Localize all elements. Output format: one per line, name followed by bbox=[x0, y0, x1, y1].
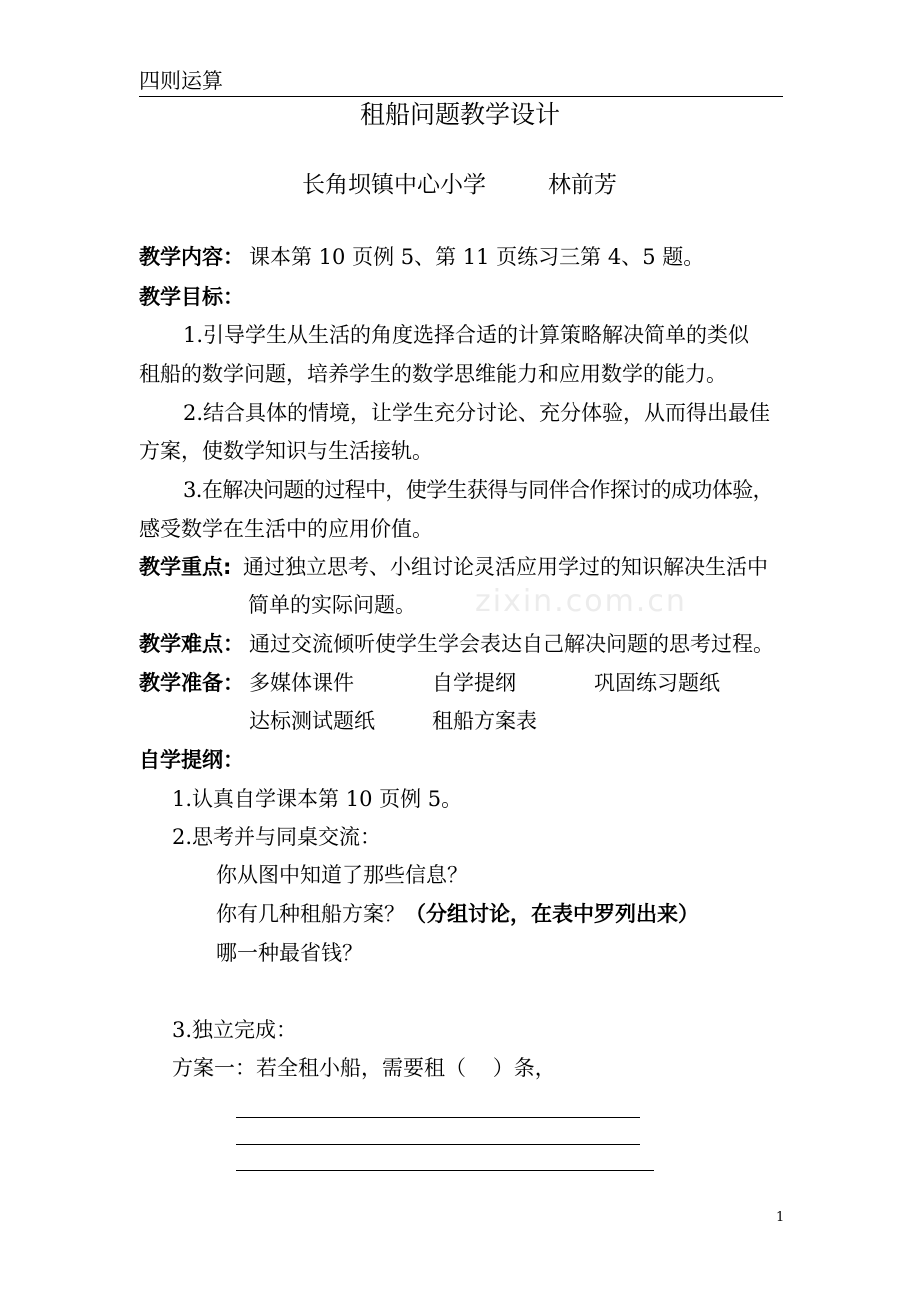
goals-label: 教学目标： bbox=[139, 285, 244, 309]
keypoint-label: 教学重点: bbox=[139, 555, 232, 579]
goal-3-line-1: 3.在解决问题的过程中，使学生获得与同伴合作探讨的成功体验， bbox=[183, 478, 774, 502]
prep-item: 自学提纲 bbox=[432, 671, 516, 695]
goal-1-line-1: 1.引导学生从生活的角度选择合适的计算策略解决简单的类似 bbox=[183, 323, 750, 347]
outline-step-1: 1.认真自学课本第 10 页例 5。 bbox=[172, 787, 463, 811]
running-header: 四则运算 bbox=[139, 69, 223, 93]
page-title: 租船问题教学设计 bbox=[359, 100, 560, 129]
keypoint-line-2: 简单的实际问题。 bbox=[248, 593, 416, 617]
outline-question-2-note: （分组讨论，在表中罗列出来） bbox=[405, 902, 699, 926]
goal-3-line-2: 感受数学在生活中的应用价值。 bbox=[139, 517, 433, 541]
answer-line-3 bbox=[236, 1170, 654, 1171]
prep-item: 达标测试题纸 bbox=[249, 709, 375, 733]
goal-1-line-2: 租船的数学问题，培养学生的数学思维能力和应用数学的能力。 bbox=[139, 362, 727, 386]
outline-question-2-text: 你有几种租船方案？ bbox=[216, 902, 405, 926]
outline-question-3: 哪一种最省钱？ bbox=[216, 941, 363, 965]
difficulty-label: 教学难点： bbox=[139, 632, 244, 656]
outline-step-2: 2.思考并与同桌交流： bbox=[172, 825, 382, 849]
watermark: zixin.com.cn bbox=[475, 584, 687, 619]
prep-item: 多媒体课件 bbox=[249, 671, 354, 695]
outline-step-3: 3.独立完成： bbox=[172, 1018, 298, 1042]
outline-question-2 bbox=[216, 901, 699, 927]
prep-item: 租船方案表 bbox=[432, 709, 537, 733]
outline-label: 自学提纲： bbox=[139, 748, 244, 772]
prep-label: 教学准备： bbox=[139, 671, 244, 695]
plan-1-text: 方案一：若全租小船，需要租（ ）条， bbox=[172, 1056, 556, 1080]
answer-line-2 bbox=[236, 1144, 640, 1145]
difficulty-text: 通过交流倾听使学生学会表达自己解决问题的思考过程。 bbox=[249, 632, 774, 656]
goal-2-line-1: 2.结合具体的情境，让学生充分讨论、充分体验，从而得出最佳 bbox=[183, 401, 771, 425]
page-number: 1 bbox=[776, 1210, 785, 1225]
author-school: 长角坝镇中心小学 bbox=[302, 172, 486, 198]
content-label: 教学内容： bbox=[139, 245, 244, 269]
goal-2-line-2: 方案，使数学知识与生活接轨。 bbox=[139, 439, 433, 463]
author-name: 林前芳 bbox=[548, 172, 617, 198]
prep-item: 巩固练习题纸 bbox=[594, 671, 720, 695]
content-text: 课本第 10 页例 5、第 11 页练习三第 4、5 题。 bbox=[249, 245, 705, 269]
header-rule bbox=[139, 96, 783, 97]
answer-line-1 bbox=[236, 1117, 640, 1118]
outline-question-1: 你从图中知道了那些信息？ bbox=[216, 863, 468, 887]
keypoint-line-1: 通过独立思考、小组讨论灵活应用学过的知识解决生活中 bbox=[243, 555, 768, 579]
